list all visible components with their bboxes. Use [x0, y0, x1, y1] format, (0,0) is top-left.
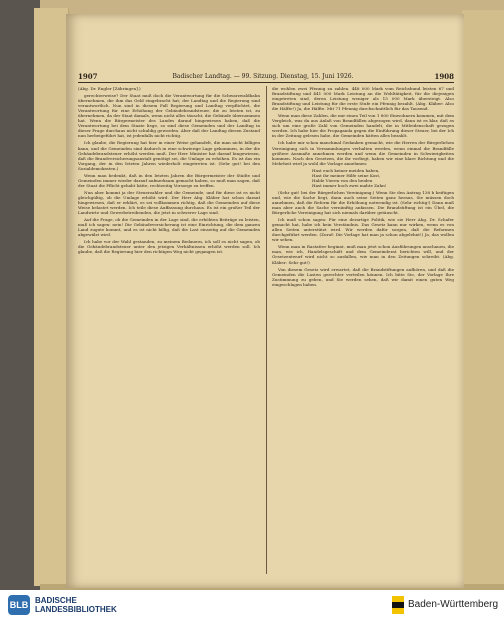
verse-line: Hast euch keiner meiden haben, — [312, 167, 380, 173]
baden-wuerttemberg-logo-icon — [392, 596, 404, 614]
library-name-line1: BADISCHE — [35, 596, 77, 605]
verse-line: Hast immer hoch zwei mahte Zahn! — [312, 182, 387, 188]
page-stack-left — [34, 8, 69, 586]
paragraph: gerechterweise? Der Staat muß doch die Verantwortung für die Schwarzwaldbahn übernehmen, die ihm das Geld eingebracht hat; der Landtag und die Regierung sind verantwortlich. Nun sind in diesem Fall Regierung und Landtag verpflichtet, die Verantwortung für eine Erhöhung der Gebäudebrandsteuer, die zu leisten ist, zu übernehmen, da der Staat damals, wenn nicht alles täuscht, die Gebäude übernommen hat. Wenn die Bürgermeister des Landes darauf hingewiesen haben, daß die Verantwortung bei dem Staate liege, so sind diese Gemeinden und der Landtag in dieser Frage durchaus nicht schuldig geworden. Aber daß der Landtag diesen Zustand nun herbeigeführt hat, ist jedenfalls nicht richtig. — [78, 93, 260, 139]
library-name[interactable] — [35, 596, 117, 614]
column-divider — [266, 86, 267, 574]
paragraph: Ich habe mir schon manchmal Gedanken gemacht, wie die Herren der Bürgerlichen Vereinigung sich in Versammlungen verhalten werden, wenn einmal die Brandfälle größere Ausmaße annehmen werden und wenn die Gemeinden in Schwierigkeiten kommen. Nach den Gesetzen, die ihr vorliegt, haben wir eine klare Richtung und die Mehrheit wird ja wohl die Vorlage annehmen: — [272, 140, 454, 166]
right-page-number: 1908 — [434, 72, 454, 81]
running-header — [78, 72, 454, 82]
header-title: Badischer Landtag. — 99. Sitzung. Dienstag, 15. Juni 1926. — [172, 73, 354, 80]
paragraph: Auf die Frage, ob die Gemeinden in der Lage sind, die erhöhten Beiträge zu leisten, muß ich sagen: nein! Die Gebäudeversicherung ist eine Einrichtung, die dem ganzen Land zugute kommt, und es ist nicht billig, daß die Last einseitig auf die Gemeinden abgewälzt wird. — [78, 217, 260, 238]
left-page-number: 1907 — [78, 72, 98, 81]
verse-line: Hast ihr meiner Hilfe seine Kost, — [312, 172, 381, 178]
paragraph: Ich muß schon sagen: Für eine derartige Politik, wie sie Herr Abg. Dr. Schafer gemacht hat, habe ich kein Verständnis. Das Gesetz kann nur wirken, wenn es von allen Seiten unterstützt wird. Wir werden dafür sorgen, daß die Reformen durchgeführt werden. (Zuruf: Die Vorlage hat man ja schon abgelehnt!) Ja, das wollen wir sehen. — [272, 217, 454, 243]
library-name-line2: LANDESBIBLIOTHEK — [35, 605, 117, 614]
paragraph: Wenn man diese Zahlen, die mir einen Teil von 1 800 Einwohnern kommen, mit dem Vergleich, was da aus Anlaß von Brandfällen abgezogen wird, dann ist es klar, daß es sich um eine große Zahl von Gemeinden handelt, die in Mitleidenschaft gezogen werden. Ich habe hier die Propaganda gegen die Einführung dieser Steuer, bei der Ich in der Zeitung gelesen habe, die Gemeinden hätten alles bezahlt. — [272, 113, 454, 139]
paragraph: Wenn man bedenkt, daß in den letzten Jahren die Bürgermeister der Städte und Gemeinden immer wieder darauf aufmerksam gemacht haben, so muß man sagen, daß der Staat die Pflicht gehabt hätte, rechtzeitig Vorsorge zu treffen. — [78, 172, 260, 188]
paragraph: Ich habe vor der Wahl gestanden, zu meinem Bedauern, ich soll es nicht sagen, ob die Gebäudebrandsteuer unter den jetzigen Verhältnissen erhöht werden soll. Ich glaube, daß die Regierung hier den richtigen Weg nicht gegangen ist. — [78, 239, 260, 255]
verse-block — [312, 168, 454, 188]
verse-line: Halde Vieren von den beiden — [312, 177, 373, 183]
page-stack-right — [462, 10, 504, 586]
paragraph: (Sehr gut! bei der Bürgerlichen Vereinigung.) Wenn Sie den Antrag 138 b beifügen und, wie die Sache liegt, dann auch seine Seiten ganz heraus, Sie müssen doch annehmen, daß die Reform für die Erhöhung notwendig ist. (Sehr richtig!) Dann muß man aber auch die Sache vernünftig anfassen. Die Brandstiftung ist ein Übel, die Bürgerliche Vereinigung hat sich niemals darüber getäuscht. — [272, 189, 454, 216]
paragraph: Ich glaube, die Regierung hat hier in einer Weise gehandelt, die man nicht billigen kann, und die Gemeinden sind dadurch in eine schwierige Lage gekommen, in der die Gebäudebrandsteuer erhöht werden muß. Der Herr Minister hat darauf hingewiesen, daß die Brandversicherungsanstalt genötigt sei, die Umlage zu erhöhen. Es ist das ein Vorgang, der in den letzten Jahren wiederholt eingetreten ist. (Sehr gut! bei den Sozialdemokraten.) — [78, 140, 260, 171]
right-column — [272, 86, 454, 576]
header-rule — [78, 82, 454, 83]
paragraph: Nun aber kommt ja der Steuerzahler und die Gemeinde, und für diese ist es nicht gleichgültig, ob die Umlage erhöht wird. Der Herr Abg. Kläber hat schon darauf hingewiesen, daß er erklärt, es sei vollkommen richtig, daß die Gemeinden auf diese Weise belastet werden. Ich teile diese Auffassung durchaus. Es ist ein großer Teil der Landwirte und Gewerbetreibenden, die jetzt in schwerer Lage sind. — [78, 189, 260, 216]
left-column — [78, 86, 260, 576]
page-edges-top — [40, 0, 504, 14]
state-name[interactable]: Baden-Württemberg — [408, 599, 499, 610]
footer-bar — [0, 590, 504, 619]
paragraph: Wenn man in Rastatter beginnt, muß man jetzt schon Ausführungen anschauen, die man, wie ich, Handelsgeschäft und dem Gemeinderat berichten will, und der Gesetzentwurf wird nicht so ausfallen, wie man in den Zeitungen schreibt. (Abg. Kläber: Sehr gut!) — [272, 244, 454, 265]
paragraph: die wohlen zwei Pfennig zu zahlen. 448 000 Mark vom Reichsbund leisten 67 und Brandstiftung und 441 000 Mark Leistung an die Wohltätigkeit, für die diejenigen eingetreten sind, deren Leistung weniger als 15 000 Mark übersteigt. Also Brandstiftung und Leistung für die erste Stufe ein Pfennig bezahlt. (Abg. Kläber: Also die Hälfte!) Ja, die Hälfte. Mit 71 Pfennig durchschnittlich für das Tausend. — [272, 86, 454, 112]
paragraph: Von diesem Gesetz wird erwartet, daß die Brandstiftungen aufhören, und daß die Gemeinden die Lasten gerechter verteilen können. Ich bitte Sie, der Vorlage Ihre Zustimmung zu geben, und Sie werden sehen, daß wir damit einen guten Weg eingeschlagen haben. — [272, 266, 454, 287]
speaker-tag: (Abg. Dr. Engler [Zähringen].) — [78, 86, 141, 91]
blb-logo[interactable]: BLB — [8, 595, 30, 615]
